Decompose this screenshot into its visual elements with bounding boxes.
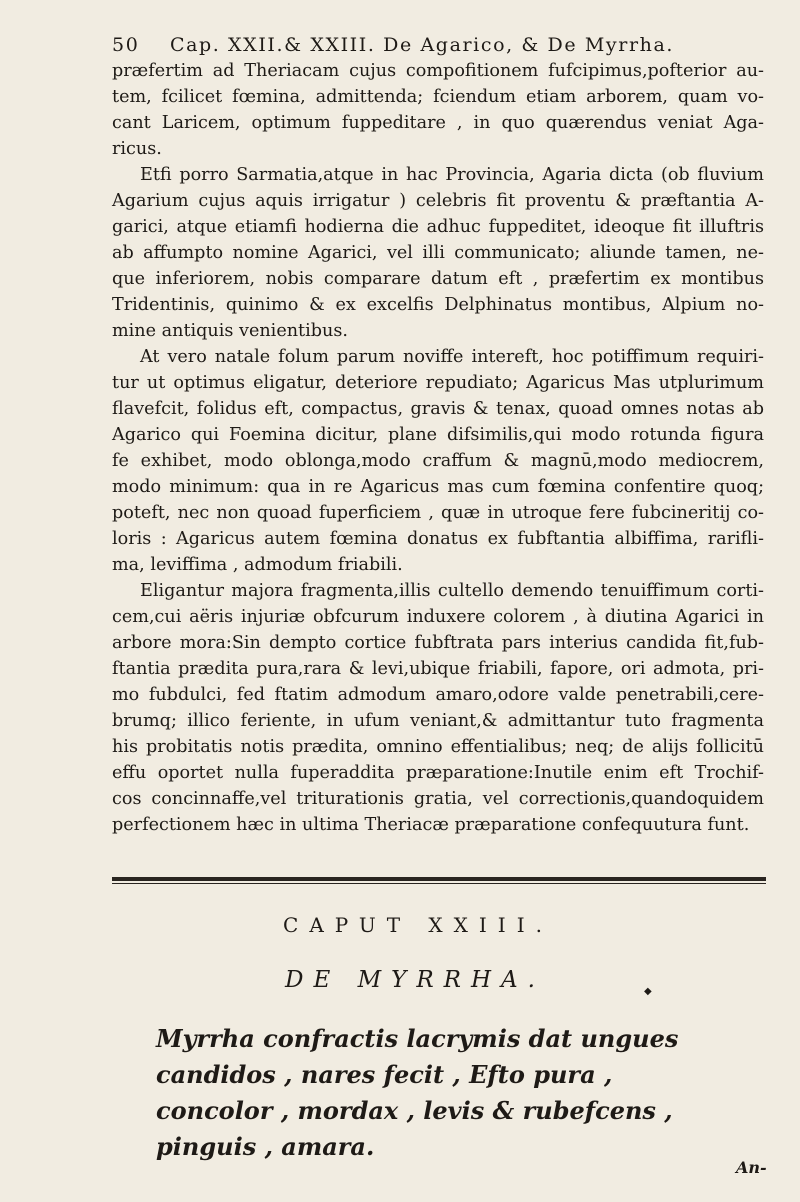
body-line: que inferiorem, nobis comparare datum eft , præfertim ex montibus — [112, 269, 764, 289]
body-line: Etfi porro Sarmatia,atque in hac Provincia, Agaria dicta (ob fluvium — [140, 165, 764, 185]
verse-line: concolor , mordax , levis & rubefcens , — [156, 1096, 673, 1125]
body-line: cos concinnaffe,vel triturationis gratia, vel correctionis,quandoquidem — [112, 789, 764, 809]
body-line: ma, leviffima , admodum friabili. — [112, 555, 403, 575]
page-number: 50 — [112, 34, 140, 56]
body-line: effu oportet nulla fuperaddita præparatione:Inutile enim eft Trochif- — [112, 763, 764, 783]
body-line: arbore mora:Sin dempto cortice fubftrata pars interius candida fit,fub- — [112, 633, 764, 653]
body-line: ab affumpto nomine Agarici, vel illi communicato; aliunde tamen, ne- — [112, 243, 764, 263]
body-line: tem, fcilicet fœmina, admittenda; fciendum etiam arborem, quam vo- — [112, 87, 764, 107]
body-line: mo fubdulci, fed ftatim admodum amaro,odore valde penetrabili,cere- — [112, 685, 764, 705]
body-line: Agarium cujus aquis irrigatur ) celebris fit proventu & præftantia A- — [112, 191, 764, 211]
body-line: tur ut optimus eligatur, deteriore repudiato; Agaricus Mas utplurimum — [112, 373, 764, 393]
body-line: fe exhibet, modo oblonga,modo craffum & magnū,modo mediocrem, — [112, 451, 764, 471]
chapter-title: CAPUT XXIII. — [283, 913, 553, 937]
body-line: At vero natale folum parum noviffe intereft, hoc potiffimum requiri- — [140, 347, 764, 367]
body-line: ricus. — [112, 139, 162, 159]
running-header — [112, 32, 757, 58]
body-line: Agarico qui Foemina dicitur, plane difsimilis,qui modo rotunda figura — [112, 425, 764, 445]
section-rule-thin — [112, 883, 766, 884]
body-line: cem,cui aëris injuriæ obfcurum induxere colorem , à diutina Agarici in — [112, 607, 764, 627]
body-line: Eligantur majora fragmenta,illis cultello demendo tenuiffimum corti- — [140, 581, 764, 601]
body-line: præfertim ad Theriacam cujus compofitionem fufcipimus,pofterior au- — [112, 61, 764, 81]
verse-line: pinguis , amara. — [156, 1132, 375, 1161]
body-line: poteft, nec non quoad fuperficiem , quæ in utroque fere fubcineritij co- — [112, 503, 764, 523]
chapter-subtitle: DE MYRRHA. — [285, 967, 545, 993]
body-line: mine antiquis venientibus. — [112, 321, 348, 341]
verse-line: Myrrha confractis lacrymis dat ungues — [156, 1024, 679, 1053]
body-line: brumq; illico feriente, in ufum veniant,& admittantur tuto fragmenta — [112, 711, 764, 731]
body-line: perfectionem hæc in ultima Theriacæ præparatione confequutura funt. — [112, 815, 750, 835]
body-line: ftantia prædita pura,rara & levi,ubique friabili, fapore, ori admota, pri- — [112, 659, 764, 679]
body-line: modo minimum: qua in re Agaricus mas cum fœmina confentire quoq; — [112, 477, 764, 497]
catchword: An- — [736, 1158, 767, 1177]
section-rule — [112, 877, 766, 881]
ornament-dot-icon: ◆ — [644, 986, 652, 997]
running-title: Cap. XXII.& XXIII. De Agarico, & De Myrrha. — [169, 34, 675, 56]
body-line: loris : Agaricus autem fœmina donatus ex fubftantia albiffima, rarifli- — [112, 529, 764, 549]
body-line: his probitatis notis prædita, omnino effentialibus; neq; de alijs follicitū — [112, 737, 764, 757]
body-line: Tridentinis, quinimo & ex excelfis Delphinatus montibus, Alpium no- — [112, 295, 764, 315]
body-line: flavefcit, folidus eft, compactus, gravis & tenax, quoad omnes notas ab — [112, 399, 764, 419]
body-line: garici, atque etiamfi hodierna die adhuc fuppeditet, ideoque fit illuftris — [112, 217, 764, 237]
body-line: cant Laricem, optimum fuppeditare , in quo quærendus veniat Aga- — [112, 113, 764, 133]
verse-line: candidos , nares fecit , Efto pura , — [156, 1060, 613, 1089]
